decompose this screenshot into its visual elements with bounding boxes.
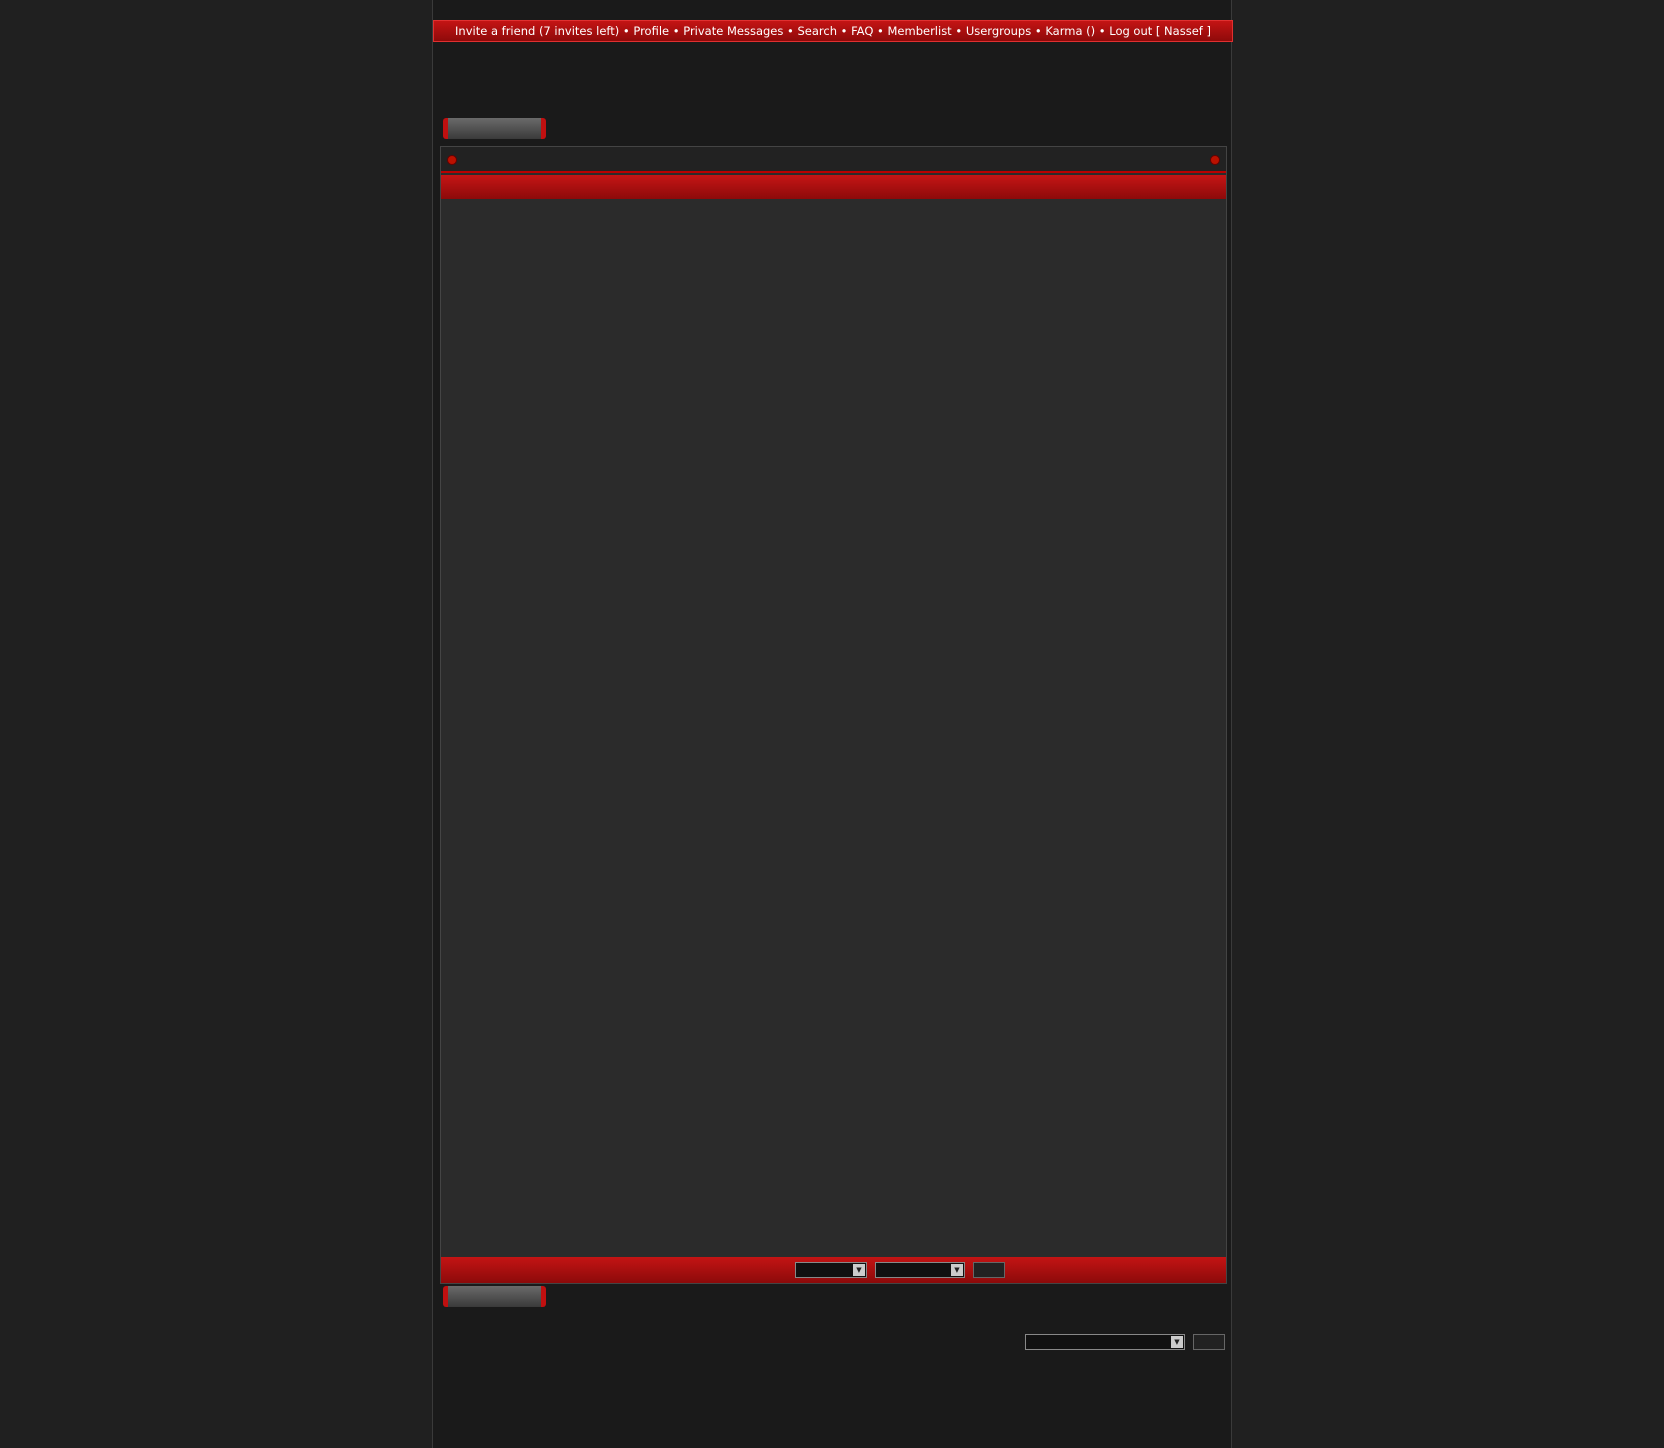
nav-item-1[interactable]: Profile [633, 24, 670, 38]
bar-left-dot-icon [447, 155, 457, 165]
posts-range-select[interactable] [795, 1262, 867, 1278]
nav-item-6[interactable]: Usergroups [965, 24, 1032, 38]
page-wrapper [432, 0, 1232, 1448]
topic-title-bar [441, 147, 1226, 173]
nav-item-8[interactable]: Log out [ Nassef ] [1109, 24, 1211, 38]
chevron-down-icon: ▼ [1171, 1336, 1183, 1348]
table-header [441, 175, 1226, 199]
nav-item-5[interactable]: Memberlist [887, 24, 952, 38]
chevron-down-icon: ▼ [951, 1264, 963, 1276]
post-reply-button[interactable] [443, 118, 546, 139]
post-reply-button-bottom[interactable] [443, 1286, 546, 1307]
bar-right-dot-icon [1210, 155, 1220, 165]
display-go-button[interactable] [973, 1262, 1005, 1278]
nav-item-4[interactable]: FAQ [851, 24, 874, 38]
nav-item-2[interactable]: Private Messages [683, 24, 784, 38]
jump-to-select[interactable] [1025, 1334, 1185, 1350]
nav-item-0[interactable]: Invite a friend (7 invites left) [455, 24, 620, 38]
nav-item-3[interactable]: Search [797, 24, 837, 38]
nav-item-7[interactable]: Karma () [1045, 24, 1096, 38]
sort-order-select[interactable] [875, 1262, 965, 1278]
top-nav: Invite a friend (7 invites left) • Profile • Private Messages • Search • FAQ • Memberlist • Usergroups • Karma () • Log out [ Nassef ] [433, 20, 1233, 42]
chevron-down-icon: ▼ [853, 1264, 865, 1276]
display-options-bar [441, 1257, 1226, 1283]
topic-table [440, 146, 1227, 1284]
jump-go-button[interactable] [1193, 1334, 1225, 1350]
